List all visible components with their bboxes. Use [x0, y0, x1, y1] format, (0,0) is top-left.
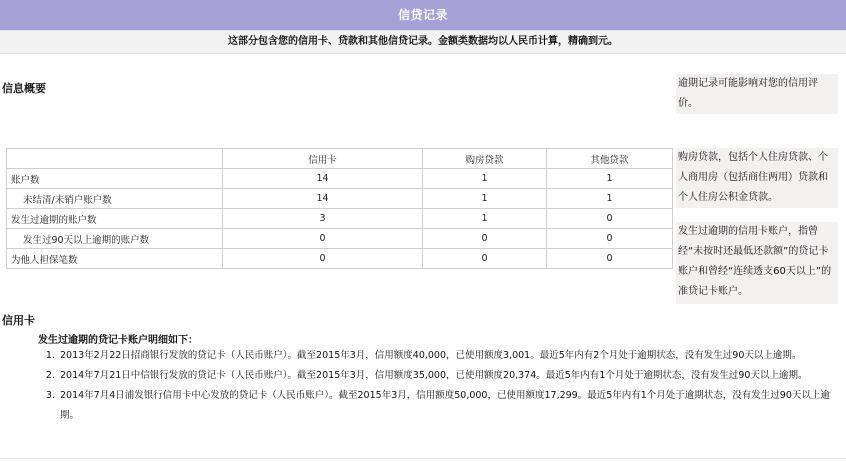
cell-value: 14: [223, 189, 423, 209]
housing-loan-note: 购房贷款，包括个人住房贷款、个人商用房（包括商住两用）贷款和个人住房公积金贷款。: [676, 148, 838, 208]
cell-value: 1: [423, 169, 547, 189]
overdue-card-details-heading: 发生过逾期的贷记卡账户明细如下：: [38, 335, 198, 346]
cell-value: 0: [547, 209, 673, 229]
list-item: 3. 2014年7月4日浦发银行信用卡中心发放的贷记卡（人民币账户）。截至2015年3月，信用额度50,000，已使用额度17,299。最近5年内有1个月处于逾期状态，没有发生过90天以上逾期。: [58, 386, 838, 426]
report-section-title: 信贷记录: [0, 0, 846, 30]
row-label: 账户数: [7, 169, 223, 189]
cell-value: 0: [547, 249, 673, 269]
cell-value: 1: [547, 189, 673, 209]
list-item: 2. 2014年7月21日中信银行发放的贷记卡（人民币账户）。截至2015年3月，信用额度35,000，已使用额度20,374。最近5年内有1个月处于逾期状态，没有发生过90天以上逾期。: [58, 366, 838, 386]
cell-value: 0: [423, 249, 547, 269]
table-header-row: [7, 149, 673, 169]
table-header-empty: [7, 149, 223, 169]
table-row: [7, 189, 673, 209]
overview-summary-table: [6, 148, 673, 269]
overview-title: 信息概要: [2, 82, 46, 95]
bottom-divider: [0, 458, 846, 459]
cell-value: 0: [547, 229, 673, 249]
cell-value: 0: [223, 249, 423, 269]
table-row: [7, 169, 673, 189]
row-label: 发生过逾期的账户数: [7, 209, 223, 229]
table-row: [7, 229, 673, 249]
table-header-housing-loan: 购房贷款: [423, 149, 547, 169]
overdue-card-details-list: [38, 346, 838, 426]
cell-value: 0: [223, 229, 423, 249]
row-label: 为他人担保笔数: [7, 249, 223, 269]
table-row: [7, 209, 673, 229]
credit-card-section-title: 信用卡: [2, 314, 35, 327]
row-label: 未结清/未销户账户数: [7, 189, 223, 209]
cell-value: 1: [423, 209, 547, 229]
table-header-other-loan: 其他贷款: [547, 149, 673, 169]
report-section-subtitle: 这部分包含您的信用卡、贷款和其他信贷记录。金额类数据均以人民币计算，精确到元。: [0, 30, 846, 54]
cell-value: 1: [547, 169, 673, 189]
overdue-card-note: 发生过逾期的信用卡账户，指曾经“未按时还最低还款额”的贷记卡账户和曾经“连续透支60天以上”的准贷记卡账户。: [676, 222, 838, 304]
cell-value: 0: [423, 229, 547, 249]
cell-value: 3: [223, 209, 423, 229]
cell-value: 1: [423, 189, 547, 209]
list-item: 1. 2013年2月22日招商银行发放的贷记卡（人民币账户）。截至2015年3月，信用额度40,000，已使用额度3,001。最近5年内有2个月处于逾期状态，没有发生过90天以上逾期。: [58, 346, 838, 366]
table-header-credit-card: 信用卡: [223, 149, 423, 169]
cell-value: 14: [223, 169, 423, 189]
overdue-impact-note: 逾期记录可能影响对您的信用评价。: [676, 74, 838, 114]
table-row: [7, 249, 673, 269]
row-label: 发生过90天以上逾期的账户数: [7, 229, 223, 249]
